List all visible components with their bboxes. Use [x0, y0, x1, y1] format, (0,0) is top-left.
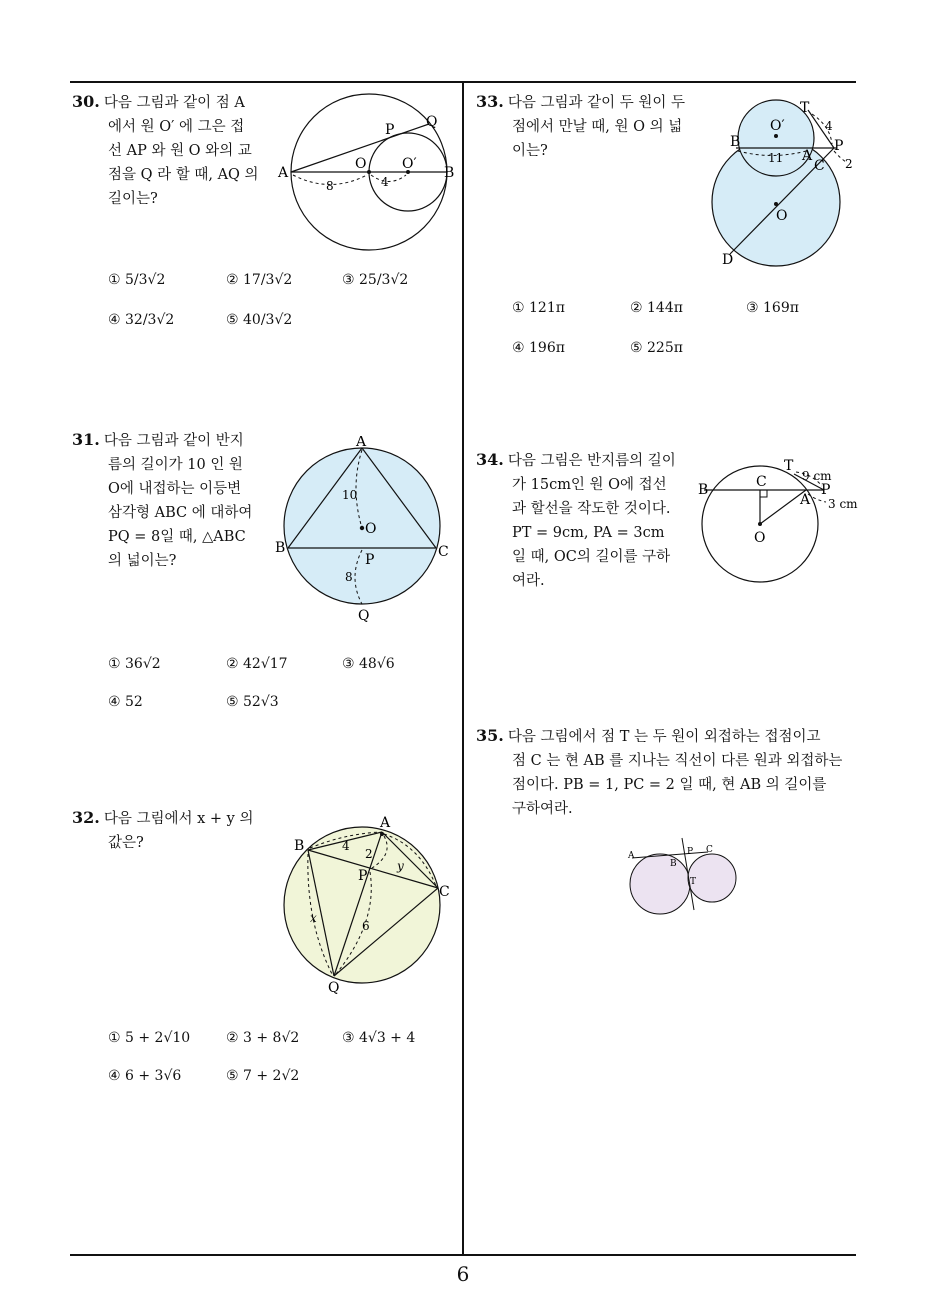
option-2[interactable]: ② 17/3√2 [226, 272, 293, 288]
option-4[interactable]: ④ 52 [108, 694, 143, 710]
label-D: D [722, 252, 734, 268]
question-31 [72, 428, 252, 573]
option-5[interactable]: ⑤ 52√3 [226, 694, 279, 710]
option-2[interactable]: ② 3 + 8√2 [226, 1030, 300, 1046]
question-text: 점이다. PB = 1, PC = 2 일 때, 현 AB 의 길이를 [512, 777, 827, 793]
label-P: P [365, 552, 375, 568]
question-text: 구하여라. [512, 801, 573, 817]
question-number: 34. [476, 450, 504, 469]
option-5[interactable]: ⑤ 7 + 2√2 [226, 1068, 300, 1084]
question-number: 33. [476, 92, 504, 111]
question-number: 31. [72, 430, 100, 449]
label-B: B [670, 859, 677, 869]
label-P: P [385, 122, 395, 138]
label-A: A [800, 492, 811, 508]
option-2[interactable]: ② 42√17 [226, 656, 288, 672]
question-number: 30. [72, 92, 100, 111]
question-text: 다음 그림에서 점 T 는 두 원이 외접하는 접점이고 [507, 729, 821, 745]
page-number: 6 [456, 1262, 470, 1286]
question-text: 점에서 만날 때, 원 O 의 넓 [512, 119, 683, 135]
option-4[interactable]: ④ 32/3√2 [108, 312, 175, 328]
label-P: P [358, 868, 368, 884]
bottom-rule [70, 1254, 856, 1256]
label-P: P [834, 138, 844, 154]
question-text: 점을 Q 라 할 때, AQ 의 [108, 167, 259, 183]
label-8: 8 [345, 570, 353, 584]
label-2: 2 [845, 157, 853, 171]
label-C: C [756, 474, 767, 490]
column-divider [462, 82, 464, 1256]
question-text: 다음 그림과 같이 점 A [103, 95, 245, 111]
label-O: O [776, 208, 788, 224]
label-4: 4 [342, 839, 350, 853]
question-text: O에 내접하는 이등변 [108, 481, 242, 497]
figure-30 [272, 92, 462, 252]
label-A: A [380, 815, 391, 831]
label-C: C [706, 845, 713, 855]
question-32 [72, 806, 253, 855]
label-B: B [698, 482, 709, 498]
label-9cm: 9 cm [802, 469, 832, 483]
question-text: 선 AP 와 원 O 와의 교 [108, 143, 252, 159]
question-text: 이는? [512, 143, 548, 159]
question-text: 름의 길이가 10 인 원 [108, 457, 243, 473]
option-3[interactable]: ③ 169π [746, 300, 799, 316]
label-x: x [310, 911, 317, 925]
question-text: 다음 그림과 같이 두 원이 두 [507, 95, 685, 111]
question-text: 삼각형 ABC 에 대하여 [108, 505, 253, 521]
question-text: 값은? [108, 835, 144, 851]
label-O: O [754, 530, 766, 546]
label-O-prime: O′ [402, 156, 417, 172]
label-B: B [294, 838, 305, 854]
question-number: 32. [72, 808, 100, 827]
option-3[interactable]: ③ 25/3√2 [342, 272, 409, 288]
figure-34 [696, 454, 862, 586]
question-34 [476, 448, 676, 593]
label-P: P [687, 847, 694, 857]
label-A: A [278, 165, 289, 181]
label-O-prime: O′ [770, 118, 785, 134]
option-5[interactable]: ⑤ 225π [630, 340, 683, 356]
label-T: T [784, 458, 794, 474]
figure-35 [624, 836, 744, 920]
label-C: C [438, 544, 449, 560]
label-11: 11 [768, 151, 784, 165]
option-5[interactable]: ⑤ 40/3√2 [226, 312, 293, 328]
question-text: 과 할선을 작도한 것이다. [512, 501, 671, 517]
question-number: 35. [476, 726, 504, 745]
label-6: 6 [362, 919, 370, 933]
label-10: 10 [342, 488, 358, 502]
label-T: T [800, 100, 810, 116]
label-8: 8 [326, 179, 334, 193]
label-2: 2 [365, 847, 373, 861]
option-1[interactable]: ① 5/3√2 [108, 272, 166, 288]
question-text: 다음 그림과 같이 반지 [103, 433, 244, 449]
label-4: 4 [381, 175, 389, 189]
question-text: PQ = 8일 때, △ABC [108, 529, 246, 545]
label-B: B [730, 134, 741, 150]
label-O: O [365, 521, 377, 537]
figure-31 [270, 436, 460, 626]
question-text: 의 넓이는? [108, 553, 177, 569]
label-A: A [628, 851, 635, 861]
label-C: C [439, 884, 450, 900]
question-text: 여라. [512, 573, 545, 589]
question-text: 길이는? [108, 191, 158, 207]
option-1[interactable]: ① 36√2 [108, 656, 161, 672]
label-Q: Q [358, 608, 370, 624]
question-text: 점 C 는 현 AB 를 지나는 직선이 다른 원과 외접하는 [512, 753, 843, 769]
label-C: C [814, 158, 825, 174]
question-30 [72, 90, 259, 211]
label-A: A [802, 148, 813, 164]
label-P: P [821, 482, 831, 498]
label-O: O [355, 156, 367, 172]
question-text: 에서 원 O′ 에 그은 접 [108, 119, 245, 135]
label-4: 4 [825, 119, 833, 133]
question-text: 다음 그림에서 x + y 의 [103, 811, 254, 827]
figure-32 [282, 812, 457, 997]
label-3cm: 3 cm [828, 497, 858, 511]
question-text: PT = 9cm, PA = 3cm [512, 525, 665, 541]
option-1[interactable]: ① 121π [512, 300, 565, 316]
option-1[interactable]: ① 5 + 2√10 [108, 1030, 191, 1046]
question-text: 일 때, OC의 길이를 구하 [512, 549, 671, 565]
option-4[interactable]: ④ 6 + 3√6 [108, 1068, 182, 1084]
question-text: 가 15cm인 원 O에 접선 [512, 477, 667, 493]
label-y: y [397, 859, 404, 873]
question-text: 다음 그림은 반지름의 길이 [507, 453, 676, 469]
option-4[interactable]: ④ 196π [512, 340, 565, 356]
label-B: B [275, 540, 286, 556]
option-3[interactable]: ③ 4√3 + 4 [342, 1030, 416, 1046]
label-B: B [444, 165, 455, 181]
label-Q: Q [328, 980, 340, 996]
figure-33 [706, 96, 866, 272]
question-35 [476, 724, 842, 821]
option-3[interactable]: ③ 48√6 [342, 656, 395, 672]
label-T: T [690, 877, 697, 887]
question-33 [476, 90, 685, 163]
label-Q: Q [426, 114, 438, 130]
label-A: A [356, 436, 367, 450]
option-2[interactable]: ② 144π [630, 300, 683, 316]
